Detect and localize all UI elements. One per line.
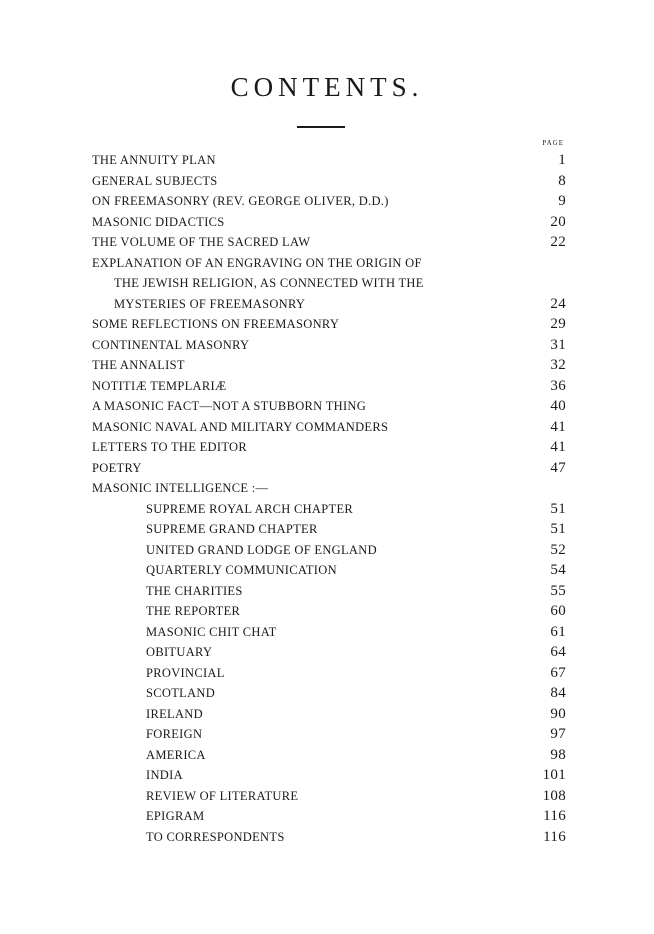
toc-entry-page: 31: [550, 336, 566, 353]
toc-entry-label: AMERICA: [146, 747, 206, 762]
toc-entry: [92, 417, 566, 438]
toc-entry-label: SCOTLAND: [146, 686, 216, 700]
toc-entry-label: POETRY: [92, 460, 142, 475]
toc-entry-label: QUARTERLY COMMUNICATION: [146, 563, 337, 577]
toc-entry-label: MASONIC NAVAL AND MILITARY COMMANDERS: [92, 419, 389, 434]
toc-entry: [92, 335, 566, 356]
toc-entry-label: UNITED GRAND LODGE OF ENGLAND: [146, 542, 377, 557]
toc-entry-label: THE CHARITIES: [146, 583, 243, 598]
toc-entry-label: INDIA: [146, 768, 183, 782]
toc-entry-page: 61: [550, 623, 566, 640]
toc-entry-label: THE VOLUME OF THE SACRED LAW: [92, 235, 311, 249]
toc-sub-entry: [92, 581, 566, 602]
toc-entry-label: THE ANNUITY PLAN: [92, 153, 216, 167]
toc-sub-entry: [92, 765, 566, 786]
toc-entry-label: EPIGRAM: [146, 809, 205, 823]
toc-entry-label: SUPREME GRAND CHAPTER: [146, 522, 318, 536]
toc-entry-page: 108: [542, 787, 566, 804]
toc-entry: [92, 314, 566, 335]
page-title: CONTENTS.: [230, 72, 424, 102]
toc-entry-page: 101: [542, 767, 566, 783]
toc-entry-page: 47: [550, 459, 566, 476]
toc-entry-label-line: EXPLANATION OF AN ENGRAVING ON THE ORIGIN OF: [92, 255, 422, 270]
toc-entry-page: 9: [558, 193, 566, 209]
toc-sub-entry: [92, 499, 566, 520]
toc-entry-label-line: THE JEWISH RELIGION, AS CONNECTED WITH THE: [114, 276, 424, 290]
toc-entry-label: THE ANNALIST: [92, 358, 185, 372]
toc-section-label: MASONIC INTELLIGENCE :—: [92, 481, 269, 495]
toc-entry-label: THE REPORTER: [146, 604, 241, 618]
toc-entry-page: 64: [550, 644, 566, 660]
toc-entry: [92, 355, 566, 376]
toc-entry-label: NOTITIÆ TEMPLARIÆ: [92, 378, 227, 393]
toc-entry: [92, 437, 566, 458]
toc-entry-label: LETTERS TO THE EDITOR: [92, 440, 248, 454]
toc-entry-label: REVIEW OF LITERATURE: [146, 788, 299, 803]
title-rule: [297, 126, 345, 128]
toc-entry-page: 36: [550, 377, 566, 394]
toc-entry-page: 8: [558, 172, 566, 189]
toc-sub-entry: [92, 745, 566, 766]
toc-entry-page: 51: [550, 500, 566, 517]
toc-entry: [92, 232, 566, 253]
toc-entry-label: A MASONIC FACT—NOT A STUBBORN THING: [92, 399, 367, 413]
toc-entry-page: 52: [550, 541, 566, 558]
toc-entry: [92, 212, 566, 233]
toc-sub-entry: [92, 827, 566, 848]
toc-entry-page: 32: [550, 357, 566, 373]
toc-entry-label: ON FREEMASONRY (REV. GEORGE OLIVER, D.D.): [92, 194, 389, 208]
toc-entry-label: FOREIGN: [146, 727, 203, 741]
toc-sub-entry: [92, 560, 566, 581]
toc-entry: [92, 458, 566, 479]
toc-sub-entry: [92, 663, 566, 684]
toc-entry-label: IRELAND: [146, 706, 203, 721]
toc-entry: [92, 253, 566, 315]
toc-entry-label: TO CORRESPONDENTS: [146, 829, 285, 844]
toc-entry-page: 20: [550, 213, 566, 230]
page-column-header: PAGE: [542, 139, 564, 147]
toc-entry-page: 22: [550, 234, 566, 250]
toc-entry-page: 84: [550, 685, 566, 701]
toc-sub-entry: [92, 683, 566, 704]
toc-sub-entry: [92, 806, 566, 827]
toc-entry-label-line: MYSTERIES OF FREEMASONRY: [114, 296, 306, 311]
toc-entry-label: SUPREME ROYAL ARCH CHAPTER: [146, 501, 354, 516]
toc-entry-page: 1: [558, 152, 566, 168]
toc-entry-page: 116: [543, 808, 566, 824]
toc-entry-label: SOME REFLECTIONS ON FREEMASONRY: [92, 317, 340, 331]
toc-sub-entry: [92, 601, 566, 622]
toc-entry-page: 54: [550, 562, 566, 578]
toc-entry-page: 90: [550, 705, 566, 722]
toc-entry: [92, 396, 566, 417]
toc-entry-page: 41: [550, 418, 566, 435]
toc-sub-entry: [92, 724, 566, 745]
toc-sub-entry: [92, 540, 566, 561]
toc-entry-page: 116: [543, 828, 566, 845]
toc-entry-page: 41: [550, 439, 566, 455]
toc-entry-page: 60: [550, 603, 566, 619]
toc-entry-label: GENERAL SUBJECTS: [92, 173, 218, 188]
toc-entry-label: CONTINENTAL MASONRY: [92, 337, 250, 352]
toc-entry-page: 97: [550, 726, 566, 742]
toc-entry-page: 98: [550, 746, 566, 763]
toc-sub-entry: [92, 786, 566, 807]
toc-entry: [92, 150, 566, 171]
toc-entry: [92, 376, 566, 397]
toc-section-heading: [92, 478, 566, 499]
toc-entry-label: PROVINCIAL: [146, 665, 225, 680]
toc-entry-page: 40: [550, 398, 566, 414]
toc-entry-page: 67: [550, 664, 566, 681]
table-of-contents: [92, 150, 566, 847]
toc-entry: [92, 171, 566, 192]
toc-entry-label: MASONIC CHIT CHAT: [146, 624, 277, 639]
toc-entry-label: OBITUARY: [146, 645, 213, 659]
toc-entry-page: 24: [550, 295, 566, 312]
toc-sub-entry: [92, 622, 566, 643]
toc-entry: [92, 191, 566, 212]
toc-entry-page: 29: [550, 316, 566, 332]
toc-entry-page: 55: [550, 582, 566, 599]
toc-entry-label: MASONIC DIDACTICS: [92, 214, 225, 229]
toc-entry-page: 51: [550, 521, 566, 537]
toc-sub-entry: [92, 642, 566, 663]
toc-sub-entry: [92, 519, 566, 540]
toc-sub-entry: [92, 704, 566, 725]
